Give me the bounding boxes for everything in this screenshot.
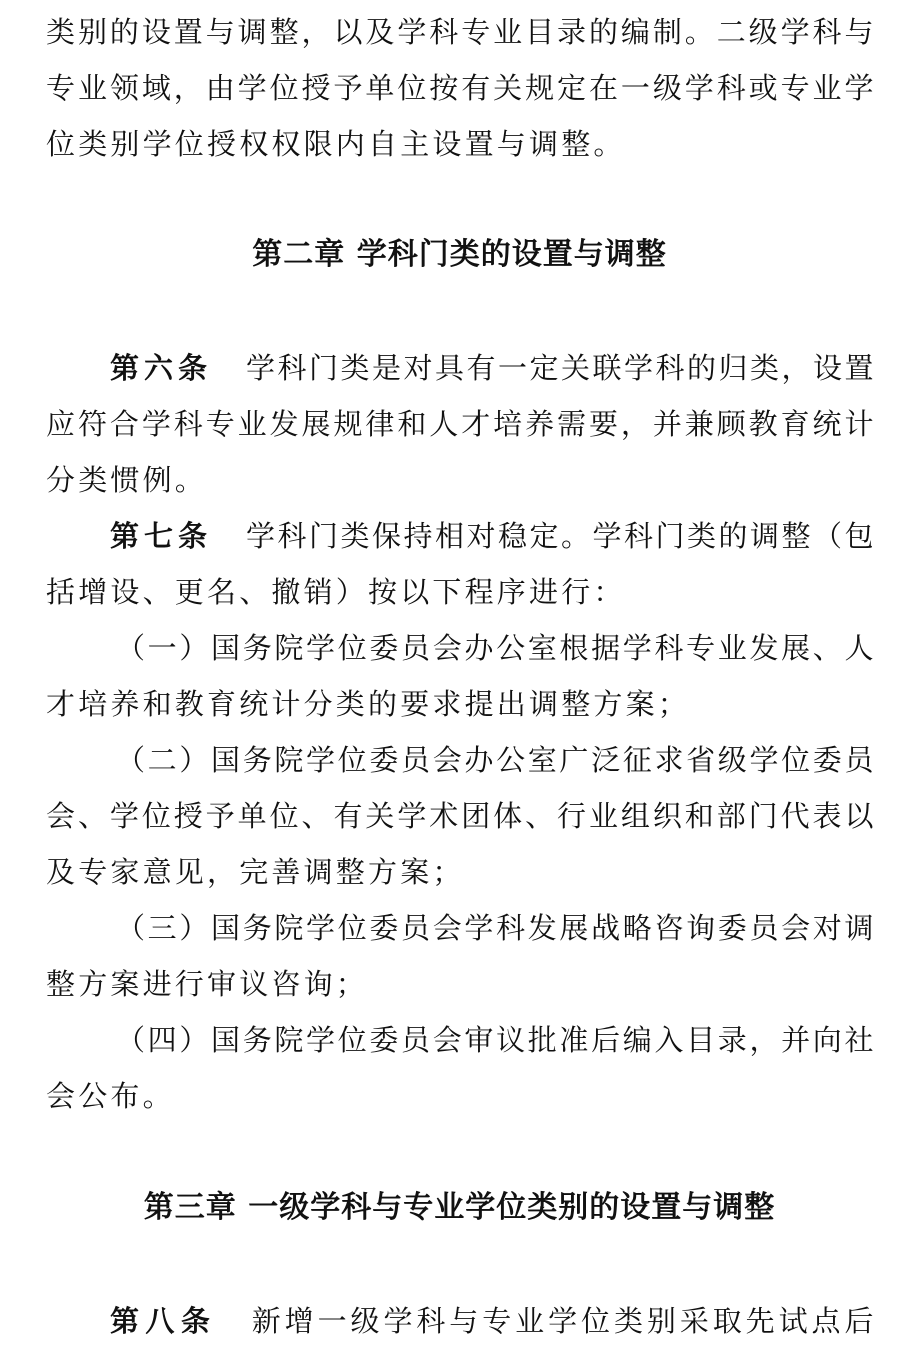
list-item-first-line: （一）国务院学位委员会办公室根据学科专业发展、人 bbox=[116, 631, 874, 665]
article-first-line bbox=[110, 508, 874, 564]
text-line: 才培养和教育统计分类的要求提出调整方案； bbox=[46, 687, 691, 721]
text-line: 应符合学科专业发展规律和人才培养需要，并兼顾教育统计 bbox=[46, 407, 874, 441]
chapter-heading: 第三章 一级学科与专业学位类别的设置与调整 bbox=[143, 1190, 776, 1225]
text-line: 整方案进行审议咨询； bbox=[46, 967, 369, 1001]
list-item-first-line: （三）国务院学位委员会学科发展战略咨询委员会对调 bbox=[116, 911, 874, 945]
list-item-first-line: （四）国务院学位委员会审议批准后编入目录，并向社 bbox=[116, 1023, 874, 1057]
text-line: 位类别学位授权权限内自主设置与调整。 bbox=[46, 127, 626, 161]
text-line: 括增设、更名、撤销）按以下程序进行： bbox=[46, 575, 626, 609]
text-line: 专业领域，由学位授予单位按有关规定在一级学科或专业学 bbox=[46, 71, 874, 105]
article-first-line bbox=[110, 1293, 874, 1349]
text-line: 会公布。 bbox=[46, 1079, 175, 1113]
article-text: 学科门类是对具有一定关联学科的归类，设置 bbox=[244, 351, 874, 385]
text-line: 分类惯例。 bbox=[46, 463, 208, 497]
list-item-first-line: （二）国务院学位委员会办公室广泛征求省级学位委员 bbox=[116, 743, 874, 777]
article-label: 第八条 bbox=[110, 1304, 217, 1338]
article-label: 第六条 bbox=[110, 351, 212, 385]
chapter-heading: 第二章 学科门类的设置与调整 bbox=[252, 237, 667, 272]
article-text: 新增一级学科与专业学位类别采取先试点后 bbox=[248, 1304, 874, 1338]
article-label: 第七条 bbox=[110, 519, 212, 553]
text-line: 及专家意见，完善调整方案； bbox=[46, 855, 465, 889]
article-first-line bbox=[110, 340, 874, 396]
text-line: 类别的设置与调整，以及学科专业目录的编制。二级学科与 bbox=[46, 15, 874, 49]
text-line: 会、学位授予单位、有关学术团体、行业组织和部门代表以 bbox=[46, 799, 874, 833]
article-text: 学科门类保持相对稳定。学科门类的调整（包 bbox=[244, 519, 874, 553]
